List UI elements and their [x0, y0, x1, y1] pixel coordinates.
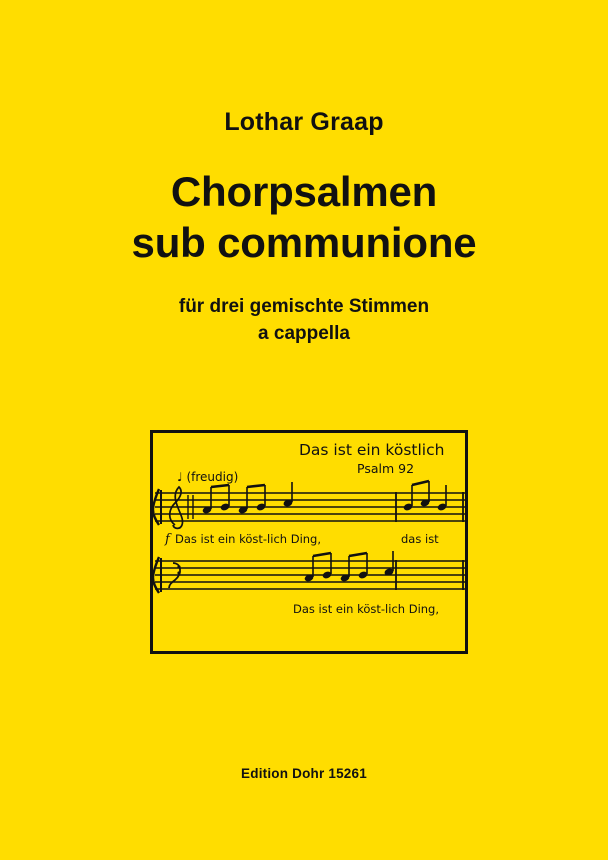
manuscript-tempo-marking: ♩ (freudig)	[177, 470, 239, 484]
manuscript-lyrics-lower: Das ist ein köst-lich Ding,	[293, 602, 440, 616]
manuscript-lyrics-upper: Das ist ein köst-lich Ding,	[175, 532, 322, 546]
manuscript-caption-heading: Das ist ein köstlich	[299, 441, 445, 459]
cover-illustration-music-manuscript	[150, 430, 468, 654]
subtitle-line-1: für drei gemischte Stimmen	[178, 296, 430, 317]
manuscript-caption-source: Psalm 92	[357, 461, 415, 476]
composer-name: Lothar Graap	[224, 108, 384, 136]
title-line-1: Chorpsalmen	[170, 168, 438, 215]
subtitle	[0, 294, 608, 348]
publisher-imprint: Edition Dohr 15261	[241, 766, 367, 781]
title-line-2: sub communione	[131, 219, 477, 267]
music-manuscript-drawing	[153, 433, 465, 651]
manuscript-dynamic-upper: f	[165, 532, 170, 547]
manuscript-lyrics-upper-cont: das ist	[401, 532, 439, 546]
page-title	[0, 166, 608, 268]
subtitle-line-2: a cappella	[258, 322, 350, 344]
